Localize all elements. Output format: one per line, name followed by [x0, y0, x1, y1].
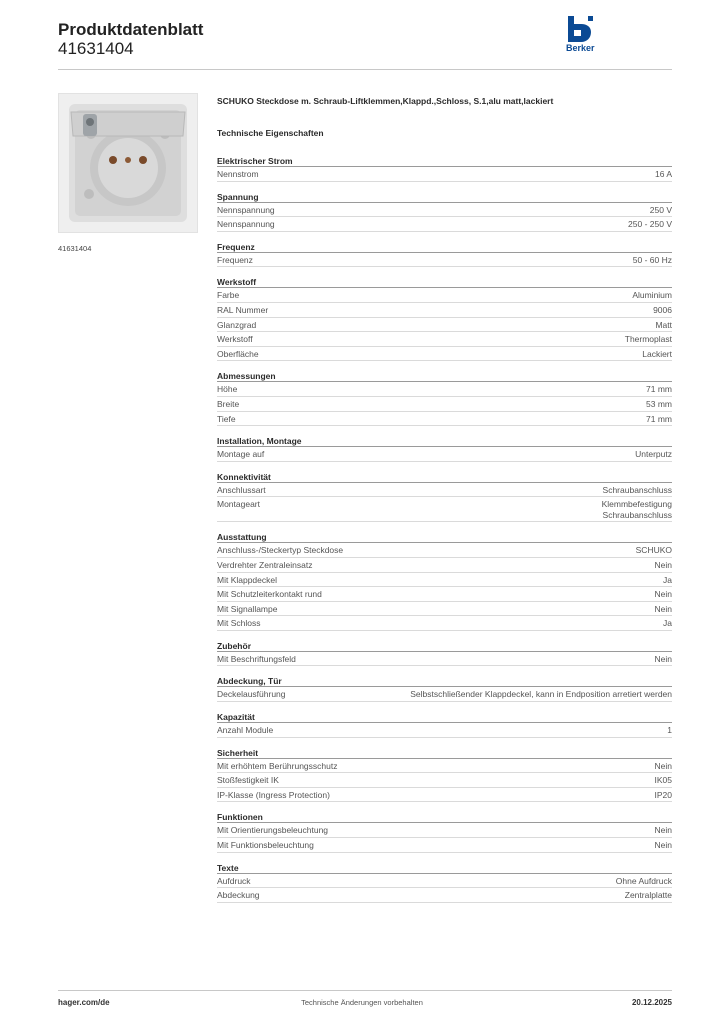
property-value: Matt — [655, 319, 672, 330]
section-title: Funktionen — [217, 811, 672, 823]
property-section — [217, 640, 672, 667]
property-label: Breite — [217, 398, 240, 409]
property-row — [217, 573, 672, 588]
property-row — [217, 318, 672, 333]
property-section — [217, 241, 672, 268]
property-label: Verdrehter Zentraleinsatz — [217, 559, 313, 570]
property-label: Tiefe — [217, 413, 236, 424]
section-title: Frequenz — [217, 241, 672, 253]
property-label: Stoßfestigkeit IK — [217, 775, 279, 786]
property-label: Mit erhöhtem Berührungsschutz — [217, 760, 338, 771]
property-value: Nein — [654, 603, 672, 614]
property-value: Nein — [654, 559, 672, 570]
property-row — [217, 838, 672, 853]
property-row — [217, 773, 672, 788]
property-row — [217, 217, 672, 232]
section-title: Werkstoff — [217, 276, 672, 288]
property-row — [217, 167, 672, 182]
property-label: IP-Klasse (Ingress Protection) — [217, 789, 330, 800]
property-value: 250 V — [649, 204, 672, 215]
property-row — [217, 397, 672, 412]
property-section — [217, 471, 672, 523]
properties-heading: Technische Eigenschaften — [217, 128, 324, 138]
product-description: SCHUKO Steckdose m. Schraub-Liftklemmen,Klappd.,Schloss, S.1,alu matt,lackiert — [217, 96, 554, 106]
property-value: Thermoplast — [624, 334, 672, 345]
property-row — [217, 203, 672, 218]
property-value: Selbstschließender Klappdeckel, kann in Endposition arretiert werden — [410, 689, 672, 700]
section-title: Abmessungen — [217, 370, 672, 382]
section-title: Kapazität — [217, 711, 672, 723]
property-section — [217, 711, 672, 738]
property-row — [217, 616, 672, 631]
property-section — [217, 155, 672, 182]
property-label: Glanzgrad — [217, 319, 257, 330]
image-caption: 41631404 — [58, 244, 92, 253]
property-row — [217, 874, 672, 889]
footer-website-link[interactable]: hager.com/de — [58, 998, 110, 1007]
property-label: Aufdruck — [217, 875, 251, 886]
property-label: Mit Beschriftungsfeld — [217, 653, 296, 664]
property-label: Mit Orientierungsbeleuchtung — [217, 825, 329, 836]
property-label: Abdeckung — [217, 890, 260, 901]
berker-logo — [566, 16, 602, 56]
property-label: Anschluss-/Steckertyp Steckdose — [217, 545, 344, 556]
property-value: Nein — [654, 589, 672, 600]
property-section — [217, 191, 672, 232]
property-row — [217, 382, 672, 397]
property-label: RAL Nummer — [217, 304, 269, 315]
property-label: Höhe — [217, 384, 238, 395]
property-value: 1 — [667, 725, 672, 736]
property-section — [217, 435, 672, 462]
product-image — [58, 93, 198, 233]
section-title: Elektrischer Strom — [217, 155, 672, 167]
property-value: 50 - 60 Hz — [632, 254, 672, 265]
property-value: Nein — [654, 840, 672, 851]
property-value: Ja — [663, 618, 672, 629]
property-value: SCHUKO — [635, 545, 672, 556]
property-row — [217, 723, 672, 738]
property-row — [217, 888, 672, 903]
property-value: Zentralplatte — [624, 890, 672, 901]
section-title: Installation, Montage — [217, 435, 672, 447]
property-label: Anzahl Module — [217, 725, 274, 736]
property-value: Nein — [654, 760, 672, 771]
property-label: Farbe — [217, 290, 240, 301]
brand-name: Berker — [566, 43, 595, 53]
property-value: Ja — [663, 574, 672, 585]
property-row — [217, 303, 672, 318]
property-label: Oberfläche — [217, 348, 259, 359]
property-value: Unterputz — [635, 449, 672, 460]
property-value: 71 mm — [646, 413, 672, 424]
property-label: Nennspannung — [217, 204, 275, 215]
property-value: Lackiert — [642, 348, 672, 359]
property-label: Anschlussart — [217, 484, 266, 495]
property-value: IP20 — [654, 789, 672, 800]
property-label: Montageart — [217, 499, 260, 510]
property-value: Schraubanschluss — [602, 484, 672, 495]
property-row — [217, 347, 672, 362]
property-section — [217, 276, 672, 361]
section-title: Zubehör — [217, 640, 672, 652]
property-section — [217, 370, 672, 426]
property-label: Mit Funktionsbeleuchtung — [217, 840, 314, 851]
footer-disclaimer: Technische Änderungen vorbehalten — [301, 998, 423, 1007]
property-row — [217, 823, 672, 838]
property-row — [217, 412, 672, 427]
property-row — [217, 483, 672, 498]
property-row — [217, 447, 672, 462]
section-title: Abdeckung, Tür — [217, 675, 672, 687]
property-section — [217, 811, 672, 852]
property-value: Aluminium — [632, 290, 672, 301]
page-header — [58, 20, 672, 70]
header-divider — [58, 69, 672, 70]
property-section — [217, 747, 672, 803]
property-section — [217, 531, 672, 631]
property-value: 9006 — [653, 304, 672, 315]
footer-date: 20.12.2025 — [631, 998, 672, 1007]
section-title: Sicherheit — [217, 747, 672, 759]
footer-divider — [58, 990, 672, 991]
property-label: Werkstoff — [217, 334, 253, 345]
product-details — [217, 96, 672, 912]
section-title: Spannung — [217, 191, 672, 203]
property-value: IK05 — [654, 775, 672, 786]
section-title: Texte — [217, 862, 672, 874]
property-value: 53 mm — [646, 398, 672, 409]
property-section — [217, 675, 672, 702]
property-row — [217, 543, 672, 558]
property-value: Ohne Aufdruck — [615, 875, 672, 886]
property-value: 16 A — [654, 169, 672, 179]
property-row — [217, 558, 672, 573]
section-title: Ausstattung — [217, 531, 672, 543]
property-value: Klemmbefestigung Schraubanschluss — [601, 499, 672, 521]
property-value: 71 mm — [646, 384, 672, 395]
property-row — [217, 332, 672, 347]
property-row — [217, 602, 672, 617]
property-label: Montage auf — [217, 449, 265, 460]
socket-illustration — [59, 94, 197, 232]
property-label: Mit Klappdeckel — [217, 574, 278, 585]
section-title: Konnektivität — [217, 471, 672, 483]
property-section — [217, 862, 672, 903]
property-label: Deckelausführung — [217, 689, 286, 700]
property-row — [217, 587, 672, 602]
property-value: Nein — [654, 825, 672, 836]
property-label: Frequenz — [217, 254, 253, 265]
property-value: 250 - 250 V — [628, 219, 672, 230]
article-number: 41631404 — [58, 39, 134, 58]
property-row — [217, 497, 672, 522]
property-value: Nein — [654, 653, 672, 664]
property-row — [217, 788, 672, 803]
berker-b-icon — [566, 16, 594, 42]
property-label: Mit Schloss — [217, 618, 261, 629]
property-label: Nennspannung — [217, 219, 275, 230]
property-label: Mit Signallampe — [217, 603, 278, 614]
property-row — [217, 652, 672, 667]
property-row — [217, 288, 672, 303]
property-row — [217, 759, 672, 774]
property-row — [217, 687, 672, 702]
properties-list — [217, 155, 672, 903]
page-title: Produktdatenblatt — [58, 20, 204, 39]
property-label: Nennstrom — [217, 169, 259, 179]
property-label: Mit Schutzleiterkontakt rund — [217, 589, 322, 600]
property-row — [217, 253, 672, 268]
